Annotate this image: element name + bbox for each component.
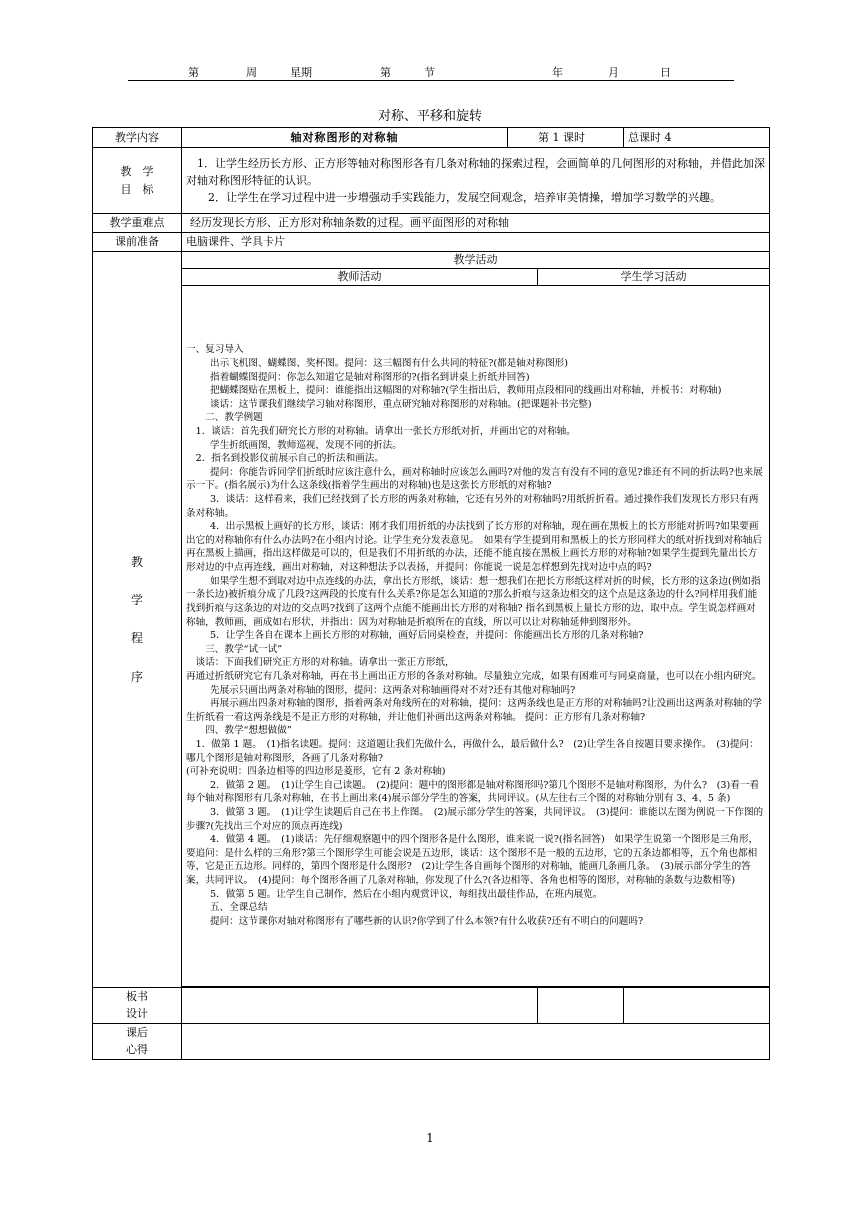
lesson-number: 第 1 课时 (508, 128, 624, 148)
row-content (93, 128, 770, 148)
header-weekday: 星期 (290, 66, 312, 79)
header-day: 日 (660, 66, 671, 79)
page-number: 1 (426, 1131, 434, 1145)
process-label-char-4: 序 (130, 669, 143, 684)
row-key-points (93, 214, 770, 233)
key-points-label: 教学重难点 (93, 214, 182, 233)
reflection-cell (182, 1023, 770, 1059)
process-line: 1．做第 1 题。 (1)指名读题。提问：这道题让我们先做什么，再做什么，最后做什么? (2)让学生各自按题目要求操作。 (3)提问：哪几个图形是轴对称图形，各画了几条对称轴? (186, 739, 759, 764)
lesson-topic: 轴对称图形的对称轴 (182, 128, 508, 148)
header-year: 年 (552, 66, 563, 79)
row-activity-columns (93, 269, 770, 286)
goal-2: 2．让学生在学习过程中进一步增强动手实践能力，发展空间观念，培养审美情操，增加学习数学的兴趣。 (208, 191, 721, 205)
row-prep (93, 233, 770, 252)
activity-header: 教学活动 (182, 252, 770, 269)
row-process (93, 285, 770, 986)
process-line: 4．出示黑板上画好的长方形，谈话：刚才我们用折纸的办法找到了长方形的对称轴，现在画在黑板上的长方形能对折吗?如果要画出它的对称轴你有什么办法吗?在小组内讨论。让学生充分发表意见。 如果有学生提到用和黑板上的长方形同样大的纸对折找到对称轴后再在黑板上描画，指出这样做是可以的，但是我们不用折纸的办法，还能不能直接在黑板上画长方形的对称轴?如果学生提到先量出长方形对边的中点再连线，画出对称轴，对这种想法予以表扬，并提问：你能说一说是怎样想到先找对边中点的吗? (186, 521, 762, 574)
content-label: 教学内容 (93, 128, 182, 148)
header-week: 周 (246, 66, 257, 79)
key-points-text: 经历发现长方形、正方形对称轴条数的过程。画平面图形的对称轴 (182, 214, 770, 233)
goals-label-bottom: 目 标 (120, 182, 154, 196)
header-month: 月 (608, 66, 619, 79)
teacher-activity-header: 教师活动 (182, 269, 538, 286)
row-reflection (93, 1023, 770, 1059)
document-title: 对称、平移和旋转 (377, 109, 482, 124)
student-activity-header: 学生学习活动 (538, 269, 770, 286)
process-line: 提问：你能告诉同学们折纸时应该注意什么，画对称轴时应该怎么画吗?对他的发言有没有不同的意见?谁还有不同的折法吗?也来展示一下。(指名展示)为什么这条线(指着学生画出的对称轴)也是这张长方形纸的对称轴? (186, 466, 763, 492)
process-line: 谈话：这节课我们继续学习轴对称图形，重点研究轴对称图形的对称轴。(把课题补书完整) (210, 398, 592, 410)
prep-label: 课前准备 (93, 233, 182, 252)
process-line: 2．做第 2 题。 (1)让学生自己读题。 (2)提问：题中的图形都是轴对称图形吗?第几个图形不是轴对称图形，为什么? (3)看一看每个轴对称图形有几条对称轴，在书上画出来(4)展示部分学生的答案，共同评议。(从左往右三个图的对称轴分别有 3、4、5 条) (186, 779, 760, 805)
process-line: 1．谈话：首先我们研究长方形的对称轴。请拿出一张长方形纸对折，并画出它的对称轴。 (195, 425, 576, 437)
goals-label-top: 教 学 (120, 164, 154, 178)
process-line: 把蝴蝶图贴在黑板上，提问：谁能指出这幅图的对称轴?(学生指出后，教师用点段相同的线画出对称轴，并板书：对称轴) (210, 385, 722, 397)
board-design-cell-3 (624, 987, 770, 1023)
board-label (93, 987, 182, 1023)
process-label-char-3: 程 (130, 631, 143, 646)
row-activity-header (93, 252, 770, 269)
lesson-plan-table (92, 127, 770, 1060)
process-line: 再展示画出四条对称轴的图形，指着两条对角线所在的对称轴，提问：这两条线也是正方形的对称轴吗?让没画出这两条对称轴的学生折纸看一看这两条线是不是正方形的对称轴，并让他们补画出这两条对称轴。 提问：正方形有几条对称轴? (186, 698, 762, 723)
process-line: 五、全课总结 (210, 902, 268, 914)
process-line: 谈话：下面我们研究正方形的对称轴。请拿出一张正方形纸， (195, 657, 455, 669)
process-line: 二、教学例题 (205, 412, 263, 424)
process-label-char-1: 教 (130, 554, 143, 569)
process-line: 3．谈话：这样看来，我们已经找到了长方形的两条对称轴，它还有另外的对称轴吗?用纸折折看。通过操作我们发现长方形只有两条对称轴。 (186, 494, 759, 519)
prep-text: 电脑课件、学具卡片 (182, 233, 770, 252)
process-line: 一、复习导入 (186, 344, 244, 356)
row-goals (93, 148, 770, 214)
process-content (182, 285, 770, 986)
reflection-label (93, 1023, 182, 1059)
process-line: 学生折纸画图，教师巡视，发现不同的折法。 (210, 439, 402, 451)
total-lessons: 总课时 4 (624, 128, 770, 148)
row-board-design (93, 987, 770, 1023)
board-label-bottom: 设计 (126, 1007, 148, 1021)
board-design-cell-2 (538, 987, 624, 1023)
board-design-cell-1 (182, 987, 538, 1023)
process-line: 3．做第 3 题。 (1)让学生读题后自己在书上作图。 (2)展示部分学生的答案，共同评议。 (3)提问：谁能以左图为例说一下作图的步骤?(先找出三个对应的顶点再连线) (186, 807, 764, 832)
goals-label (93, 148, 182, 214)
page-header (128, 62, 734, 81)
goal-1: 1．让学生经历长方形、正方形等轴对称图形各有几条对称轴的探索过程，会画简单的几何图形的对称轴，并借此加深对轴对称图形特征的认识。 (186, 156, 765, 187)
process-line: 四、教学“想想做做” (205, 725, 292, 737)
process-line: 指着蝴蝶图提问：你怎么知道它是轴对称图形的?(指名到讲桌上折纸并回答) (210, 371, 530, 383)
header-week-prefix: 第 (188, 66, 199, 79)
goals-text (182, 148, 770, 214)
reflection-label-bottom: 心得 (126, 1043, 148, 1057)
header-period: 节 (424, 66, 435, 79)
process-line: 再通过折纸研究它有几条对称轴，再在书上画出正方形的各条对称轴。尽量独立完成，如果有困难可与同桌商量，也可以在小组内研究。 (186, 670, 762, 682)
process-line: (可补充说明：四条边相等的四边形是菱形，它有 2 条对称轴) (186, 766, 446, 778)
reflection-label-top: 课后 (126, 1026, 148, 1040)
process-line: 如果学生想不到取对边中点连线的办法，拿出长方形纸，谈话：想一想我们在把长方形纸这样对折的时候，长方形的这条边(例如指一条长边)被折痕分成了几段?这两段的长度有什么关系?你是怎么知道的?那么折痕与这条边相交的这个点是这条边的什么?同样用我们能找到折痕与这条边的对边的交点吗?找到了这两个点能不能画出长方形的对称轴? 指名到黑板上量长方形的边，取中点。学生说怎样画对称轴，教师画，画成如右形状，并指出：因为对称轴是折痕所在的直线，所以可以让对称轴延伸到图形外。 (186, 575, 761, 628)
header-period-prefix: 第 (380, 66, 391, 79)
process-line: 先展示只画出两条对称轴的图形，提问：这两条对称轴画得对不对?还有其他对称轴吗? (210, 684, 576, 696)
process-label-char-2: 学 (130, 593, 143, 608)
process-label (93, 252, 182, 988)
process-line: 4．做第 4 题。 (1)谈话：先仔细观察题中的四个图形各是什么图形，谁来说一说?(指名回答) 如果学生说第一个图形是三角形，要追问：是什么样的三角形?第三个图形学生可能会说是五边形，谈话：这个图形不是一般的五边形，它的五条边都相等，五个角也都相等，它是正五边形。同样的，第四个图形是什么图形? (2)让学生各自画每个图形的对称轴，能画几条画几条。 (3)展示部分学生的答案，共同评议。 (4)提问：每个图形各画了几条对称轴，你发现了什么?(各边相等、各角也相等的图形，对称轴的条数与边数相等) (186, 834, 759, 887)
process-line: 2．指名到投影仪前展示自己的折法和画法。 (195, 453, 384, 465)
process-line: 5．让学生各自在课本上画长方形的对称轴，画好后同桌检查，并提问：你能画出长方形的几条对称轴? (210, 630, 644, 642)
process-line: 提问：这节课你对轴对称图形有了哪些新的认识?你学到了什么本领?有什么收获?还有不明白的问题吗? (210, 915, 644, 927)
process-line: 5．做第 5 题。让学生自己制作，然后在小组内观赏评议，每组找出最佳作品，在班内展览。 (210, 888, 603, 900)
process-line: 三、教学“试一试” (205, 643, 283, 655)
board-label-top: 板书 (126, 990, 148, 1004)
process-line: 出示飞机图、蝴蝶图、奖杯图。提问：这三幅图有什么共同的特征?(都是轴对称图形) (210, 357, 569, 369)
